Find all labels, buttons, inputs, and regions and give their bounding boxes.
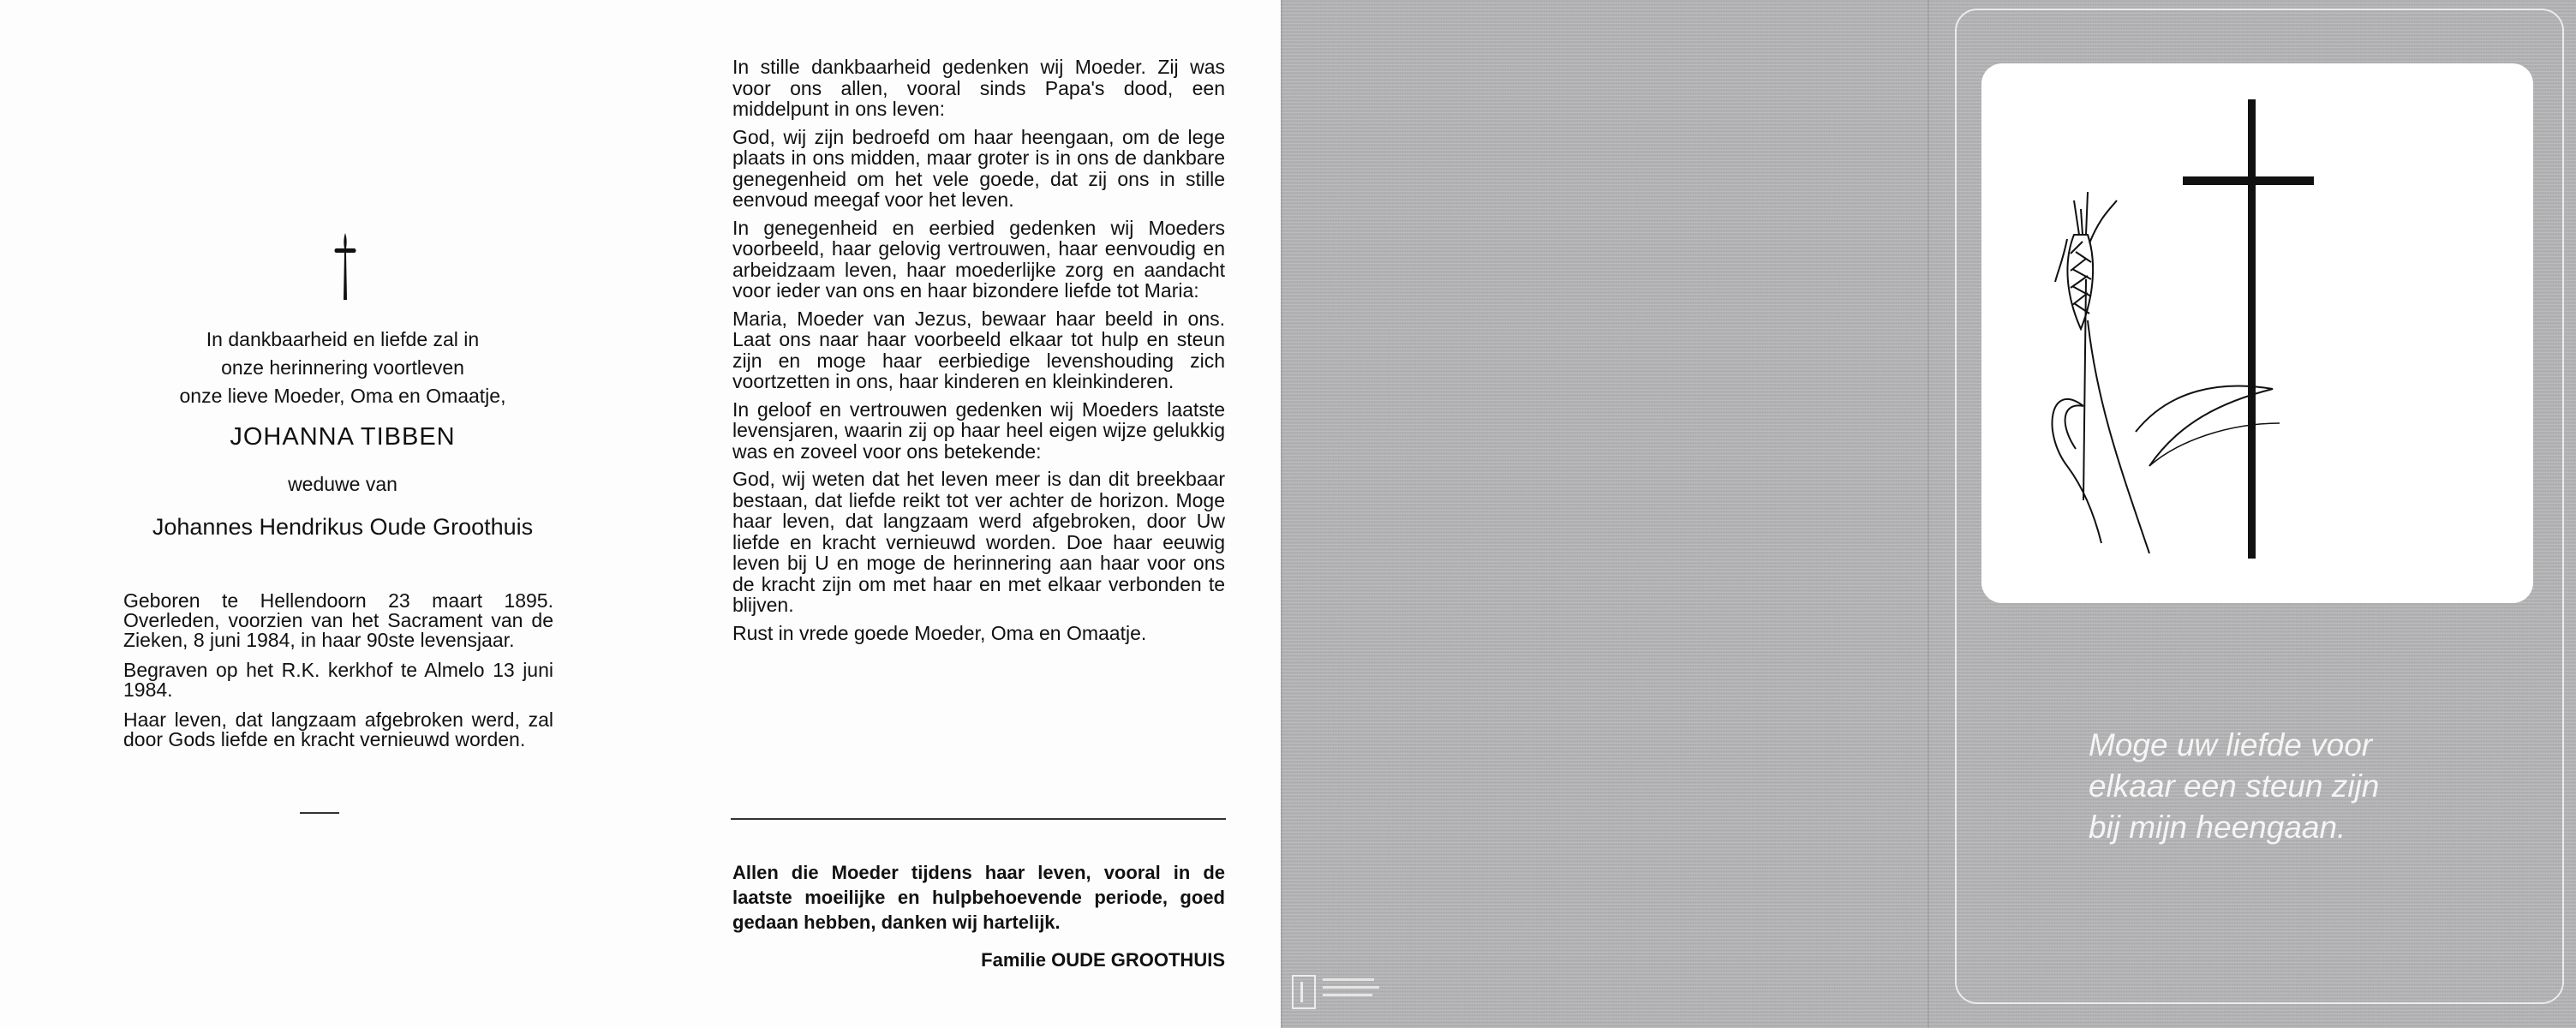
printer-mark (1292, 975, 1395, 1009)
cover-image (1981, 63, 2533, 603)
motto-line: elkaar een steun zijn (2089, 768, 2380, 804)
divider (731, 818, 1226, 820)
thanks-text: Allen die Moeder tijdens haar leven, vooral in de laatste moeilijke en hulpbehoevende periode, goed gedaan hebben, danken wij hartelijk. (732, 862, 1225, 933)
paragraph: God, wij zijn bedroefd om haar heengaan, om de lege plaats in ons midden, maar groter is in ons de dankbare genegenheid om het vele goede, dat zij ons in stille eenvoud meegaf voor het leven. (732, 125, 1225, 211)
paragraph: Rust in vrede goede Moeder, Oma en Omaatje. (732, 621, 1147, 644)
family-prefix: Familie (981, 949, 1052, 971)
closing-sentence: Haar leven, dat langzaam afgebroken werd, zal door Gods liefde en kracht vernieuwd worden. (123, 708, 553, 750)
back-cover (1281, 0, 1928, 1028)
paragraph: In geloof en vertrouwen gedenken wij Moeders laatste levensjaren, waarin zij op haar heel eigen wijze gelukkig was en zoveel voor ons betekende: (732, 397, 1225, 463)
husband-name: Johannes Hendrikus Oude Groothuis (152, 514, 534, 540)
cross-with-wheat-icon (1981, 63, 2533, 603)
burial-details: Begraven op het R.K. kerkhof te Almelo 13 juni 1984. (123, 659, 553, 701)
fold-line-cover (1928, 0, 1929, 1028)
paragraph: In stille dankbaarheid gedenken wij Moeder. Zij was voor ons allen, vooral sinds Papa's dood, een middelpunt in ons leven: (732, 56, 1225, 120)
family-name: OUDE GROOTHUIS (1051, 949, 1225, 971)
intro-line: onze lieve Moeder, Oma en Omaatje, (179, 385, 506, 407)
cross-icon (331, 231, 360, 302)
printer-imprint (1323, 978, 1383, 1001)
widow-of-label: weduwe van (288, 473, 397, 495)
intro-text (51, 326, 634, 410)
divider (300, 812, 339, 814)
motto-line: bij mijn heengaan. (2089, 810, 2346, 845)
paragraph: In genegenheid en eerbied gedenken wij Moeders voorbeeld, haar gelovig vertrouwen, haar eenvoudig en arbeidzaam leven, haar moederlijke zorg en aandacht voor ieder van ons en haar bizondere liefde tot Maria: (732, 216, 1225, 302)
family-signature (732, 949, 1225, 971)
intro-line: onze herinnering voortleven (221, 356, 464, 379)
printer-logo-icon (1292, 975, 1316, 1009)
deceased-name: JOHANNA TIBBEN (230, 423, 456, 451)
birth-death-details: Geboren te Hellendoorn 23 maart 1895. Overleden, voorzien van het Sacrament van de Zieken, 8 juni 1984, in haar 90ste levensjaar. (123, 589, 553, 651)
cover-motto (2089, 725, 2483, 848)
motto-line: Moge uw liefde voor (2089, 727, 2373, 762)
memorial-text (732, 57, 1225, 650)
paragraph: God, wij weten dat het leven meer is dan dit breekbaar bestaan, dat liefde reikt tot ver achter de horizon. Moge haar leven, dat langzaam werd afgebroken, door Uw liefde en kracht vernieuwd worden. Doe haar eeuwig leven bij U en moge de herinnering aan haar voor ons de kracht zijn om met haar en met elkaar verbonden te blijven. (732, 468, 1225, 616)
intro-line: In dankbaarheid en liefde zal in (206, 328, 480, 350)
fold-line (1281, 0, 1282, 1028)
paragraph: Maria, Moeder van Jezus, bewaar haar beeld in ons. Laat ons naar haar voorbeeld elkaar tot hulp en steun zijn en moge haar eerbiedige levenshouding zich voortzetten in ons, haar kinderen en kleinkinderen. (732, 307, 1225, 392)
life-details (123, 591, 553, 760)
